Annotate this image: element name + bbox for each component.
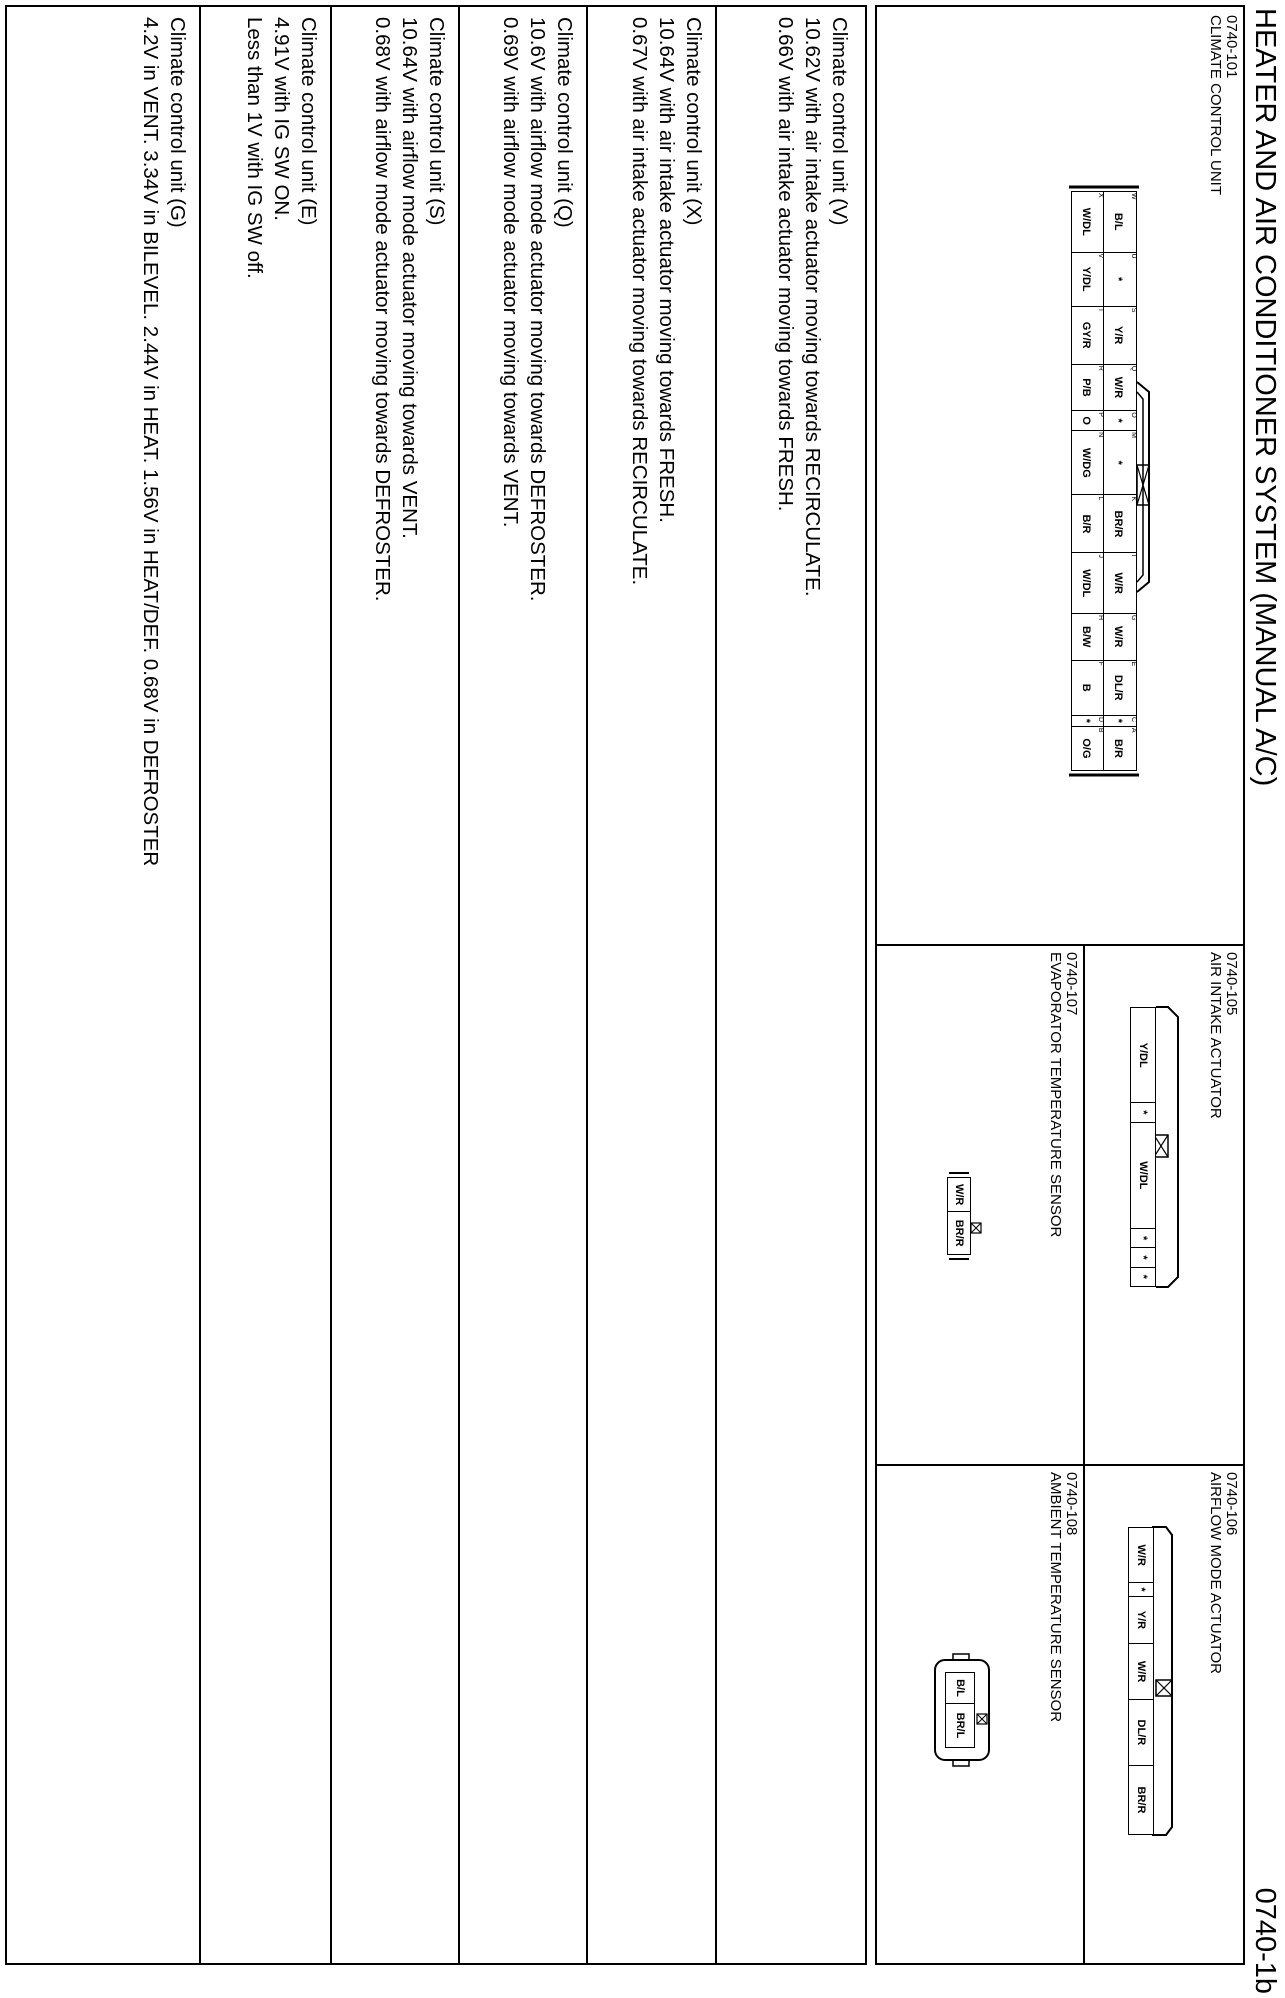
note-title: Climate control unit (S) — [425, 17, 448, 226]
pin-cell — [1104, 613, 1137, 660]
note-title: Climate control unit (Q) — [553, 17, 576, 228]
pin-wire-color: * — [1112, 418, 1125, 423]
pin-wire-color: * — [1131, 1229, 1156, 1248]
pin-letter: U — [1130, 253, 1137, 259]
pin-wire-color: * — [1079, 718, 1092, 724]
pin-cell — [1072, 660, 1105, 715]
pin-cell — [1072, 252, 1105, 306]
note-title: Climate control unit (X) — [682, 17, 705, 226]
pin-cell — [1104, 715, 1137, 726]
pin-letter: X — [1097, 193, 1105, 198]
pin-cell — [1104, 553, 1137, 614]
note-title: Climate control unit (V) — [828, 17, 851, 226]
pin-wire-color: * — [1129, 1583, 1154, 1596]
pin-letter: L — [1097, 496, 1105, 501]
pin-wire-color: Y/R — [1112, 326, 1125, 345]
pin-letter: M — [1130, 432, 1137, 438]
note-title: Climate control unit (E) — [297, 17, 320, 226]
note-line: 0.66V with air intake actuator moving towards FRESH. — [774, 17, 797, 512]
pin-cell — [1072, 613, 1105, 660]
pin-wire-color: W/DL — [1079, 207, 1092, 236]
pin-letter: A — [1130, 727, 1137, 733]
ambient-sensor-section — [1047, 1472, 1079, 1722]
ccu-pin-grid — [1071, 191, 1137, 771]
pin-letter: G — [1130, 614, 1137, 621]
pin-letter: C — [1130, 716, 1137, 723]
note-line: 10.6V with airflow mode actuator moving towards DEFROSTER. — [526, 17, 549, 602]
evap-sensor-section — [1047, 952, 1079, 1237]
note-line: 10.64V with airflow mode actuator moving towards VENT. — [398, 17, 421, 539]
note-line: 10.62V with air intake actuator moving towards RECIRCULATE. — [801, 17, 824, 597]
pin-cell — [1104, 252, 1137, 306]
voltage-note-block — [3, 7, 201, 1963]
pin-cell — [1104, 192, 1137, 253]
airflow-mode-part-name: AIRFLOW MODE ACTUATOR — [1207, 1472, 1224, 1674]
pin-cell — [1104, 726, 1137, 770]
pin-wire-color: P/B — [1079, 378, 1092, 397]
pin-cell — [1072, 715, 1105, 726]
air-intake-section — [1207, 952, 1239, 1119]
evap-sensor-pins — [947, 1177, 971, 1255]
note-line: 4.2V in VENT. 3.34V in BILEVEL. 2.44V in HEAT. 1.56V in HEAT/DEF. 0.68V in DEFROSTER — [139, 17, 162, 867]
pin-cell — [1072, 364, 1105, 411]
voltage-note-block — [460, 7, 588, 1963]
pin-wire-color: Y/DL — [1079, 266, 1092, 292]
pin-cell — [1072, 431, 1105, 495]
pin-wire-color: W/R — [948, 1178, 971, 1212]
pin-letter: P — [1097, 412, 1105, 417]
pin-wire-color: DL/R — [1129, 1699, 1154, 1765]
ccu-connector-section — [1207, 15, 1239, 195]
evap-sensor-part-number: 0740-107 — [1063, 952, 1080, 1016]
pin-wire-color: Y/R — [1129, 1596, 1154, 1644]
pin-letter: H — [1097, 614, 1105, 621]
pin-wire-color: O — [1079, 416, 1092, 425]
airflow-mode-section — [1207, 1472, 1239, 1674]
air-intake-part-number: 0740-105 — [1223, 952, 1240, 1016]
pin-wire-color: * — [1131, 1103, 1156, 1122]
pin-wire-color: BR/R — [1129, 1765, 1154, 1834]
air-intake-part-name: AIR INTAKE ACTUATOR — [1207, 952, 1224, 1119]
pin-wire-color: GY/R — [1079, 321, 1092, 349]
ambient-sensor-pins — [945, 1672, 975, 1748]
pin-cell — [1072, 726, 1105, 770]
pin-cell — [1072, 553, 1105, 614]
notes-frame — [5, 5, 867, 1965]
pin-cell — [1104, 411, 1137, 431]
pin-wire-color: * — [1112, 276, 1125, 282]
pin-cell — [1104, 431, 1137, 495]
pin-letter: J — [1097, 554, 1105, 558]
pin-wire-color: W/R — [1112, 572, 1125, 594]
pin-wire-color: * — [1112, 460, 1125, 465]
air-intake-pins — [1130, 1007, 1156, 1287]
pin-letter: K — [1130, 496, 1137, 502]
voltage-note-block — [588, 7, 717, 1963]
pin-cell — [1072, 306, 1105, 364]
pin-cell — [1104, 660, 1137, 715]
note-line: 0.67V with air intake actuator moving towards RECIRCULATE. — [628, 17, 651, 586]
pin-letter: W — [1130, 193, 1137, 200]
pin-letter: B — [1097, 727, 1105, 733]
pin-cell — [1072, 495, 1105, 553]
connector-frame — [875, 5, 1245, 1965]
ambient-sensor-part-number: 0740-108 — [1063, 1472, 1080, 1536]
voltage-note-block — [201, 7, 332, 1963]
pin-wire-color: W/R — [1112, 376, 1125, 399]
pin-letter: I — [1130, 554, 1137, 557]
pin-letter: D — [1097, 716, 1105, 723]
pin-wire-color: * — [1131, 1267, 1156, 1286]
pin-wire-color: W/R — [1129, 1528, 1154, 1583]
pin-letter: V — [1097, 253, 1105, 259]
pin-cell — [1104, 306, 1137, 364]
ccu-part-number: 0740-101 — [1223, 15, 1240, 79]
pin-letter: S — [1130, 307, 1137, 313]
pin-letter: E — [1130, 661, 1137, 667]
note-line: 0.69V with airflow mode actuator moving towards VENT. — [499, 17, 522, 528]
pin-wire-color: B/L — [946, 1673, 975, 1704]
pin-wire-color: BR/R — [1112, 510, 1125, 538]
pin-wire-color: W/DL — [1079, 569, 1092, 598]
pin-wire-color: B — [1079, 683, 1092, 692]
ambient-sensor-part-name: AMBIENT TEMPERATURE SENSOR — [1047, 1472, 1064, 1723]
pin-cell — [1072, 411, 1105, 431]
voltage-note-block — [332, 7, 460, 1963]
pin-wire-color: Y/DL — [1131, 1008, 1156, 1103]
pin-cell — [1104, 364, 1137, 411]
voltage-note-block — [719, 7, 865, 1963]
page-title: HEATER AND AIR CONDITIONER SYSTEM (MANUAL A/C) — [1249, 8, 1281, 787]
page-code: 0740-1b — [1249, 1887, 1281, 1994]
pin-wire-color: B/W — [1079, 626, 1092, 648]
pin-letter: T — [1097, 307, 1105, 312]
pin-letter: N — [1097, 432, 1105, 438]
pin-letter: F — [1097, 661, 1105, 666]
pin-wire-color: B/R — [1112, 738, 1125, 758]
pin-wire-color: W/DL — [1131, 1122, 1156, 1228]
airflow-mode-pins — [1128, 1527, 1154, 1835]
pin-wire-color: W/R — [1112, 626, 1125, 648]
note-line: 4.91V with IG SW ON. — [270, 17, 293, 221]
pin-wire-color: DL/R — [1112, 674, 1125, 701]
pin-cell — [1072, 192, 1105, 253]
pin-letter: Q — [1130, 365, 1137, 372]
pin-wire-color: * — [1131, 1248, 1156, 1267]
note-line: Less than 1V with IG SW off. — [243, 17, 266, 279]
pin-wire-color: O/G — [1079, 738, 1092, 759]
ccu-part-name: CLIMATE CONTROL UNIT — [1207, 15, 1224, 196]
pin-cell — [1104, 495, 1137, 553]
pin-wire-color: W/R — [1129, 1644, 1154, 1699]
airflow-mode-part-number: 0740-106 — [1223, 1472, 1240, 1536]
pin-wire-color: B/L — [1112, 212, 1125, 231]
pin-wire-color: BR/R — [948, 1212, 971, 1255]
note-line: 10.64V with air intake actuator moving towards FRESH. — [655, 17, 678, 523]
pin-wire-color: W/DG — [1079, 447, 1092, 478]
evap-sensor-part-name: EVAPORATOR TEMPERATURE SENSOR — [1047, 952, 1064, 1238]
note-title: Climate control unit (G) — [166, 17, 189, 228]
pin-letter: O — [1130, 412, 1137, 418]
pin-wire-color: * — [1112, 718, 1125, 724]
note-line: 0.68V with airflow mode actuator moving towards DEFROSTER. — [371, 17, 394, 602]
pin-wire-color: BR/L — [946, 1703, 975, 1747]
pin-wire-color: B/R — [1079, 514, 1092, 534]
pin-letter: R — [1097, 365, 1105, 371]
